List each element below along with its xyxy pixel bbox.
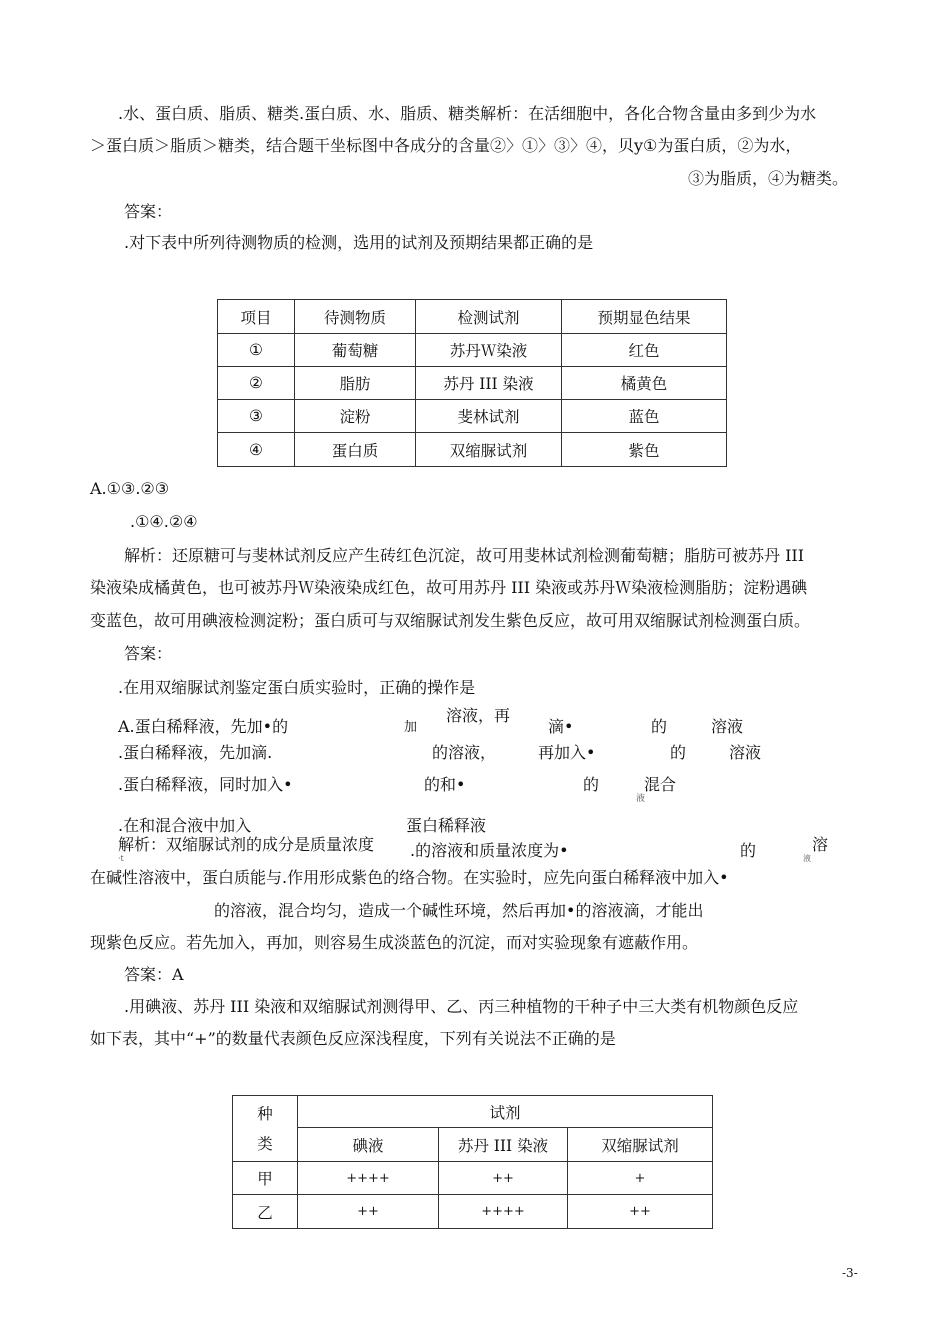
q3-option-a-part6: 溶液 bbox=[711, 717, 744, 736]
table-cell: ① bbox=[218, 334, 295, 367]
para1-line3: ③为脂质，④为糖类。 bbox=[687, 169, 848, 188]
q3-option-d-part2: 蛋白稀释液 bbox=[406, 816, 487, 835]
table-row-label: 乙 bbox=[233, 1195, 298, 1229]
table-corner-bottom: 类 bbox=[257, 1134, 273, 1153]
q3-option-c-part2: 的和• bbox=[424, 775, 466, 794]
table-cell: 葡萄糖 bbox=[295, 334, 416, 367]
table-cell: ++ bbox=[568, 1195, 713, 1229]
analysis-3-part2: .的溶液和质量浓度为• bbox=[410, 841, 569, 860]
table-header-row bbox=[233, 1128, 713, 1162]
answer-label-2: 答案： bbox=[124, 644, 173, 663]
table-cell: + bbox=[568, 1162, 713, 1195]
table-header-cell: 检测试剂 bbox=[416, 300, 562, 334]
q3-option-d-part1: .在和混合液中加入 bbox=[118, 816, 252, 835]
table-corner-top: 种 bbox=[257, 1104, 273, 1123]
table-cell: ++ bbox=[298, 1195, 439, 1229]
analysis-3-part1-fragment: ·t bbox=[118, 854, 124, 863]
analysis-3-part1: 解析：双缩脲试剂的成分是质量浓度 bbox=[118, 835, 375, 854]
table-row bbox=[218, 367, 727, 400]
analysis-2-line2: 染液染成橘黄色，也可被苏丹Ｗ染液染成红色，故可用苏丹 III 染液或苏丹Ｗ染液检测脂肪；淀粉遇碘 bbox=[90, 578, 808, 597]
q3-option-c-part5: 液 bbox=[636, 794, 646, 804]
table-cell: 蛋白质 bbox=[295, 433, 416, 467]
question-4-stem-line1: .用碘液、苏丹 III 染液和双缩脲试剂测得甲、乙、丙三种植物的干种子中三大类有机物颜色反应 bbox=[124, 997, 799, 1016]
q3-option-c-part3: 的 bbox=[583, 775, 600, 794]
analysis-3-part3: 的 bbox=[740, 841, 757, 860]
q3-option-c-part1: .蛋白稀释液，同时加入• bbox=[118, 775, 293, 794]
table-cell: 红色 bbox=[562, 334, 727, 367]
reagent-table bbox=[217, 299, 727, 467]
page-number: -3- bbox=[842, 1266, 858, 1280]
table-row bbox=[218, 433, 727, 467]
table-group-header: 试剂 bbox=[298, 1096, 713, 1128]
table-row bbox=[233, 1162, 713, 1195]
table-cell: ④ bbox=[218, 433, 295, 467]
analysis-3-line2: 在碱性溶液中，蛋白质能与.作用形成紫色的络合物。在实验时，应先向蛋白稀释液中加入• bbox=[90, 868, 729, 887]
table-header-cell: 双缩脲试剂 bbox=[568, 1128, 713, 1162]
table-header-row bbox=[218, 300, 727, 334]
answer-label-3: 答案：A bbox=[124, 965, 184, 984]
table-cell: 斐林试剂 bbox=[416, 400, 562, 433]
table-cell: 脂肪 bbox=[295, 367, 416, 400]
analysis-2-line1: 解析：还原糖可与斐林试剂反应产生砖红色沉淀，故可用斐林试剂检测葡萄糖；脂肪可被苏丹 III bbox=[124, 546, 805, 565]
q3-option-a-part2: 加 bbox=[404, 720, 418, 735]
para1-line1: .水、蛋白质、脂质、糖类.蛋白质、水、脂质、糖类解析：在活细胞中，各化合物含量由多到少为水 bbox=[118, 104, 817, 123]
table-header-cell: 项目 bbox=[218, 300, 295, 334]
table-header-cell: 预期显色结果 bbox=[562, 300, 727, 334]
q3-option-a-part1: A.蛋白稀释液，先加•的 bbox=[118, 717, 289, 736]
seed-reaction-table bbox=[232, 1095, 713, 1229]
question-4-stem-line2: 如下表，其中“+”的数量代表颜色反应深浅程度，下列有关说法不正确的是 bbox=[90, 1029, 616, 1048]
q3-option-c-part4: 混合 bbox=[644, 775, 677, 794]
answer-label-1: 答案： bbox=[124, 202, 173, 221]
analysis-2-line3: 变蓝色，故可用碘液检测淀粉；蛋白质可与双缩脲试剂发生紫色反应，故可用双缩脲试剂检测蛋白质。 bbox=[90, 611, 811, 630]
table-cell: ③ bbox=[218, 400, 295, 433]
table-row bbox=[218, 334, 727, 367]
table-row bbox=[233, 1195, 713, 1229]
table-cell: ++++ bbox=[439, 1195, 568, 1229]
analysis-3-line3: 的溶液，混合均匀，造成一个碱性环境，然后再加•的溶液滴，才能出 bbox=[214, 901, 704, 920]
table-header-cell: 碘液 bbox=[298, 1128, 439, 1162]
question-3-stem: .在用双缩脲试剂鉴定蛋白质实验时，正确的操作是 bbox=[118, 678, 476, 697]
q3-option-b-part3: 再加入• bbox=[538, 743, 596, 762]
q3-option-a-part4: 滴• bbox=[548, 717, 574, 736]
question-2-stem: .对下表中所列待测物质的检测，选用的试剂及预期结果都正确的是 bbox=[124, 233, 594, 252]
analysis-3-part4: 溶 bbox=[812, 835, 829, 854]
table-cell: ② bbox=[218, 367, 295, 400]
table-cell: 橘黄色 bbox=[562, 367, 727, 400]
option-b-d: .①④.②④ bbox=[130, 512, 198, 531]
analysis-3-part4-fragment: 液 bbox=[803, 854, 811, 863]
q3-option-b-part2: 的溶液， bbox=[432, 743, 497, 762]
analysis-3-line4: 现紫色反应。若先加入，再加，则容易生成淡蓝色的沉淀，而对实验现象有遮蔽作用。 bbox=[90, 933, 699, 952]
table-row bbox=[218, 400, 727, 433]
q3-option-a-part3: 溶液，再 bbox=[446, 706, 511, 725]
table-cell: ++++ bbox=[298, 1162, 439, 1195]
option-a-c: A.①③.②③ bbox=[90, 479, 170, 498]
table-header-cell: 苏丹 III 染液 bbox=[439, 1128, 568, 1162]
table-cell: 苏丹Ｗ染液 bbox=[416, 334, 562, 367]
table-row-label: 甲 bbox=[233, 1162, 298, 1195]
table-header-cell: 待测物质 bbox=[295, 300, 416, 334]
q3-option-a-part5: 的 bbox=[651, 717, 668, 736]
table-corner-cell bbox=[233, 1096, 298, 1162]
q3-option-b-part1: .蛋白稀释液，先加滴. bbox=[118, 743, 273, 762]
table-cell: 紫色 bbox=[562, 433, 727, 467]
table-cell: 淀粉 bbox=[295, 400, 416, 433]
q3-option-b-part5: 溶液 bbox=[729, 743, 762, 762]
para1-line2: ＞蛋白质＞脂质＞糖类，结合题干坐标图中各成分的含量②〉①〉③〉④，贝y①为蛋白质，②为水， bbox=[90, 136, 802, 155]
table-header-row bbox=[233, 1096, 713, 1128]
table-cell: 双缩脲试剂 bbox=[416, 433, 562, 467]
q3-option-b-part4: 的 bbox=[670, 743, 687, 762]
table-cell: 蓝色 bbox=[562, 400, 727, 433]
table-cell: ++ bbox=[439, 1162, 568, 1195]
table-cell: 苏丹 III 染液 bbox=[416, 367, 562, 400]
